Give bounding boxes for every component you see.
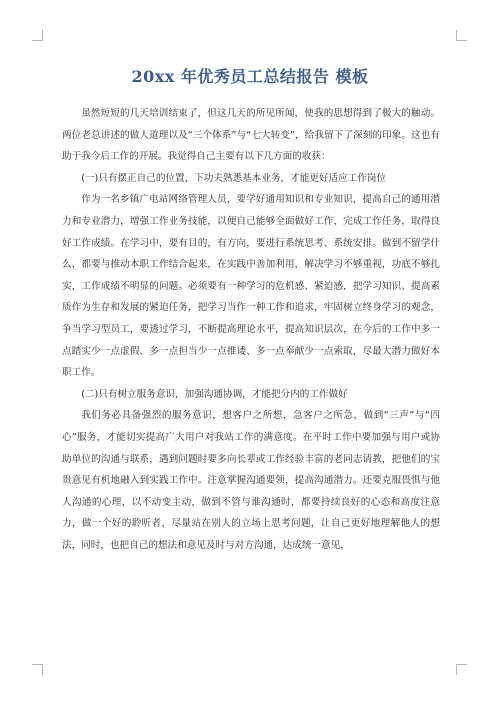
crop-mark-bottom-right <box>456 664 467 675</box>
crop-mark-top-right <box>456 30 467 41</box>
document-body <box>62 103 440 556</box>
section-heading-1: (一)只有摆正自己的位置，下功夫熟悉基本业务，才能更好适应工作岗位 <box>81 172 387 184</box>
section-heading-2: (二)只有树立服务意识，加强沟通协调，才能把分内的工作做好 <box>81 388 348 400</box>
intro-paragraph: 虽然短短的几天培训结束了，但这几天的所见所闻，使我的思想得到了极大的触动。两位老总讲述的做人道理以及“三个体系”与“七大转变”，给我留下了深刻的印象。这也有助于我今后工作的开展。我觉得自己主要有以下几方面的收获： <box>62 108 440 163</box>
document-title: 20xx 年优秀员工总结报告 模板 <box>131 67 369 86</box>
section-paragraph-2: 我们务必具备强烈的服务意识，想客户之所想，急客户之所急，做到“三声”与“四心”服务，才能切实提高广大用户对我站工作的满意度。在平时工作中要加强与用户或协助单位的沟通与联系，遇到问题时要多向长辈或工作经验丰富的老同志请教，把他们的宝贵意见有机地融入到实践工作中。注意掌握沟通要领，提高沟通潜力。还要克服畏惧与他人沟通的心理，以不动变主动，做到不管与谁沟通时，都要持续良好的心态和高度注意力，做一个好的聆听者，尽量站在别人的立场上思考问题，让自己更好地理解他人的想法，同时，也把自己的想法和意见及时与对方沟通，达成统一意见， <box>62 410 440 551</box>
crop-mark-bottom-left <box>32 664 43 675</box>
section-paragraph-1: 作为一名乡镇广电站网络管理人员，要学好通用知识和专业知识，提高自己的通用潜力和专业潜力，增强工作业务技能，以便自己能够全面做好工作，完成工作任务，取得良好工作成绩。在学习中，要有目的，有方向，要进行系统思考、系统安排。做到不留学什么，都要与推动本职工作结合起来，在实践中善加利用，解决学习不够重视，功底不够扎实，工作成绩不明显的问题。必须要有一种学习的危机感、紧迫感，把学习知识、提高素质作为生存和发展的紧迫任务，把学习当作一种工作和追求，牢固树立终身学习的观念，争当学习型员工，要透过学习，不断提高理论水平，提高知识层次，在今后的工作中多一点踏实少一点虚假、多一点担当少一点推诿、多一点奉献少一点索取，尽最大潜力做好本职工作。 <box>62 194 440 379</box>
crop-mark-top-left <box>32 30 43 41</box>
